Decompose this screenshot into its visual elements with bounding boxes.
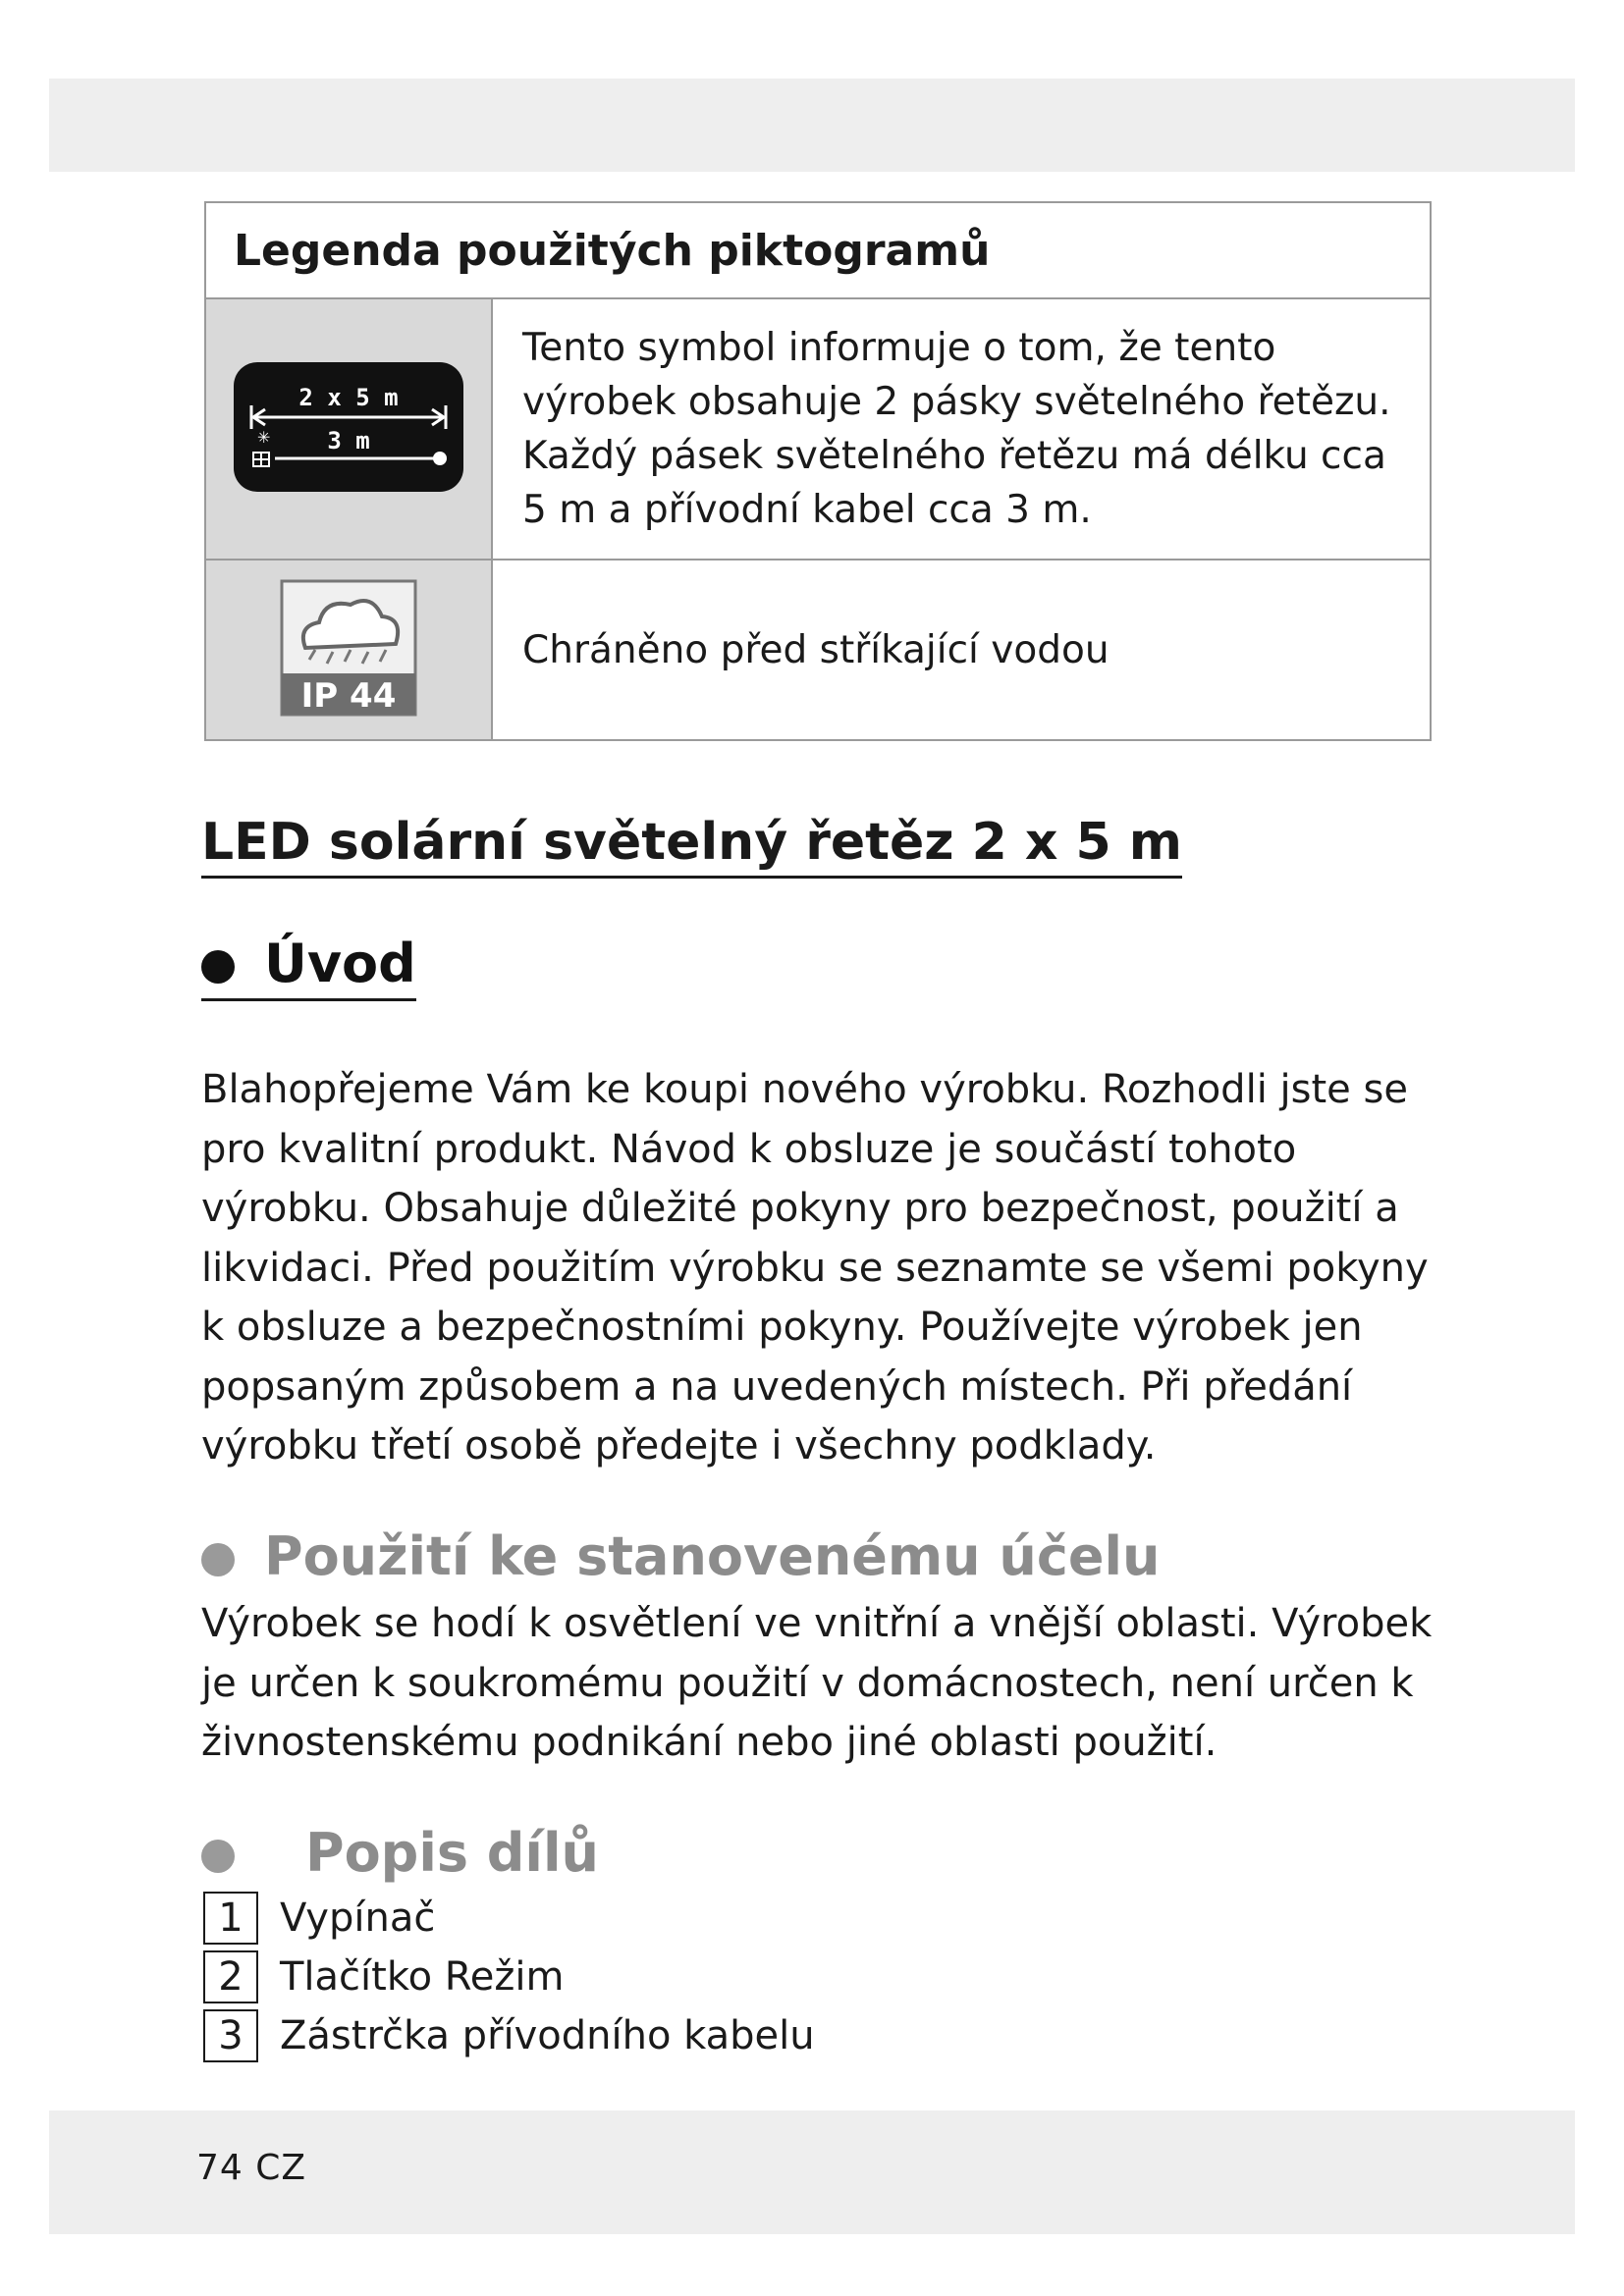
- section-heading-text: Popis dílů: [305, 1822, 599, 1884]
- page-number-value: 74: [196, 2148, 244, 2188]
- string-length-label: 2 x 5 m: [298, 384, 399, 411]
- section-heading-text: Použití ke stanovenému účelu: [264, 1525, 1161, 1587]
- parts-list: [203, 1889, 815, 2065]
- intro-paragraph: Blahopřejeme Vám ke koupi nového výrobku. Rozhodli jste se pro kvalitní produkt. Návod k obsluze je součástí tohoto výrobku. Obsahuje důležité pokyny pro bezpečnost, použití a likvidaci. Před použitím výrobku se seznamte se všemi pokyny k obsluze a bezpečnostními pokyny. Používejte výrobek jen popsaným způsobem a na uvedených místech. Při předání výrobku třetí osobě předejte i všechny podklady.: [201, 1067, 1429, 1468]
- list-item: [203, 1948, 815, 2006]
- legend-text-ip44: Chráněno před stříkající vodou: [492, 560, 1431, 740]
- page-title: LED solární světelný řetěz 2 x 5 m: [201, 813, 1182, 879]
- string-length-icon: [232, 360, 465, 494]
- legend-icon-cell: [205, 560, 492, 740]
- legend-text-string-length: Tento symbol informuje o tom, že tento výrobek obsahuje 2 pásky světelného řetězu. Každý pásek světelného řetězu má délku cca 5 m a přívodní kabel cca 3 m.: [492, 298, 1431, 560]
- section-heading-pouziti: [201, 1525, 1160, 1587]
- bullet-icon: [201, 950, 235, 984]
- section-heading-uvod: [201, 933, 416, 1001]
- part-number: 3: [203, 2009, 258, 2062]
- page-number: [196, 2148, 306, 2188]
- list-item: [203, 2006, 815, 2065]
- list-item: [203, 1889, 815, 1948]
- intended-use-paragraph: Výrobek se hodí k osvětlení ve vnitřní a vnější oblasti. Výrobek je určen k soukromému použití v domácnostech, není určen k živnostenskému podnikání nebo jiné oblasti použití.: [201, 1601, 1433, 1765]
- pictogram-legend-table: [204, 201, 1432, 741]
- part-label: Zástrčka přívodního kabelu: [280, 2013, 815, 2058]
- svg-text:✳: ✳: [257, 428, 271, 447]
- ip44-label: IP 44: [300, 676, 397, 716]
- part-label: Tlačítko Režim: [280, 1954, 565, 2000]
- part-number: 2: [203, 1950, 258, 2003]
- ip44-splash-icon: [280, 579, 417, 717]
- section-heading-popis: [201, 1822, 599, 1884]
- section-heading-text: Úvod: [264, 933, 416, 994]
- legend-title: Legenda použitých piktogramů: [205, 202, 1431, 298]
- legend-icon-cell: [205, 298, 492, 560]
- header-band: [49, 79, 1575, 172]
- language-code: CZ: [255, 2148, 307, 2188]
- part-label: Vypínač: [280, 1896, 436, 1941]
- bullet-icon: [201, 1840, 235, 1873]
- cable-length-label: 3 m: [327, 427, 370, 454]
- bullet-icon: [201, 1543, 235, 1576]
- part-number: 1: [203, 1892, 258, 1945]
